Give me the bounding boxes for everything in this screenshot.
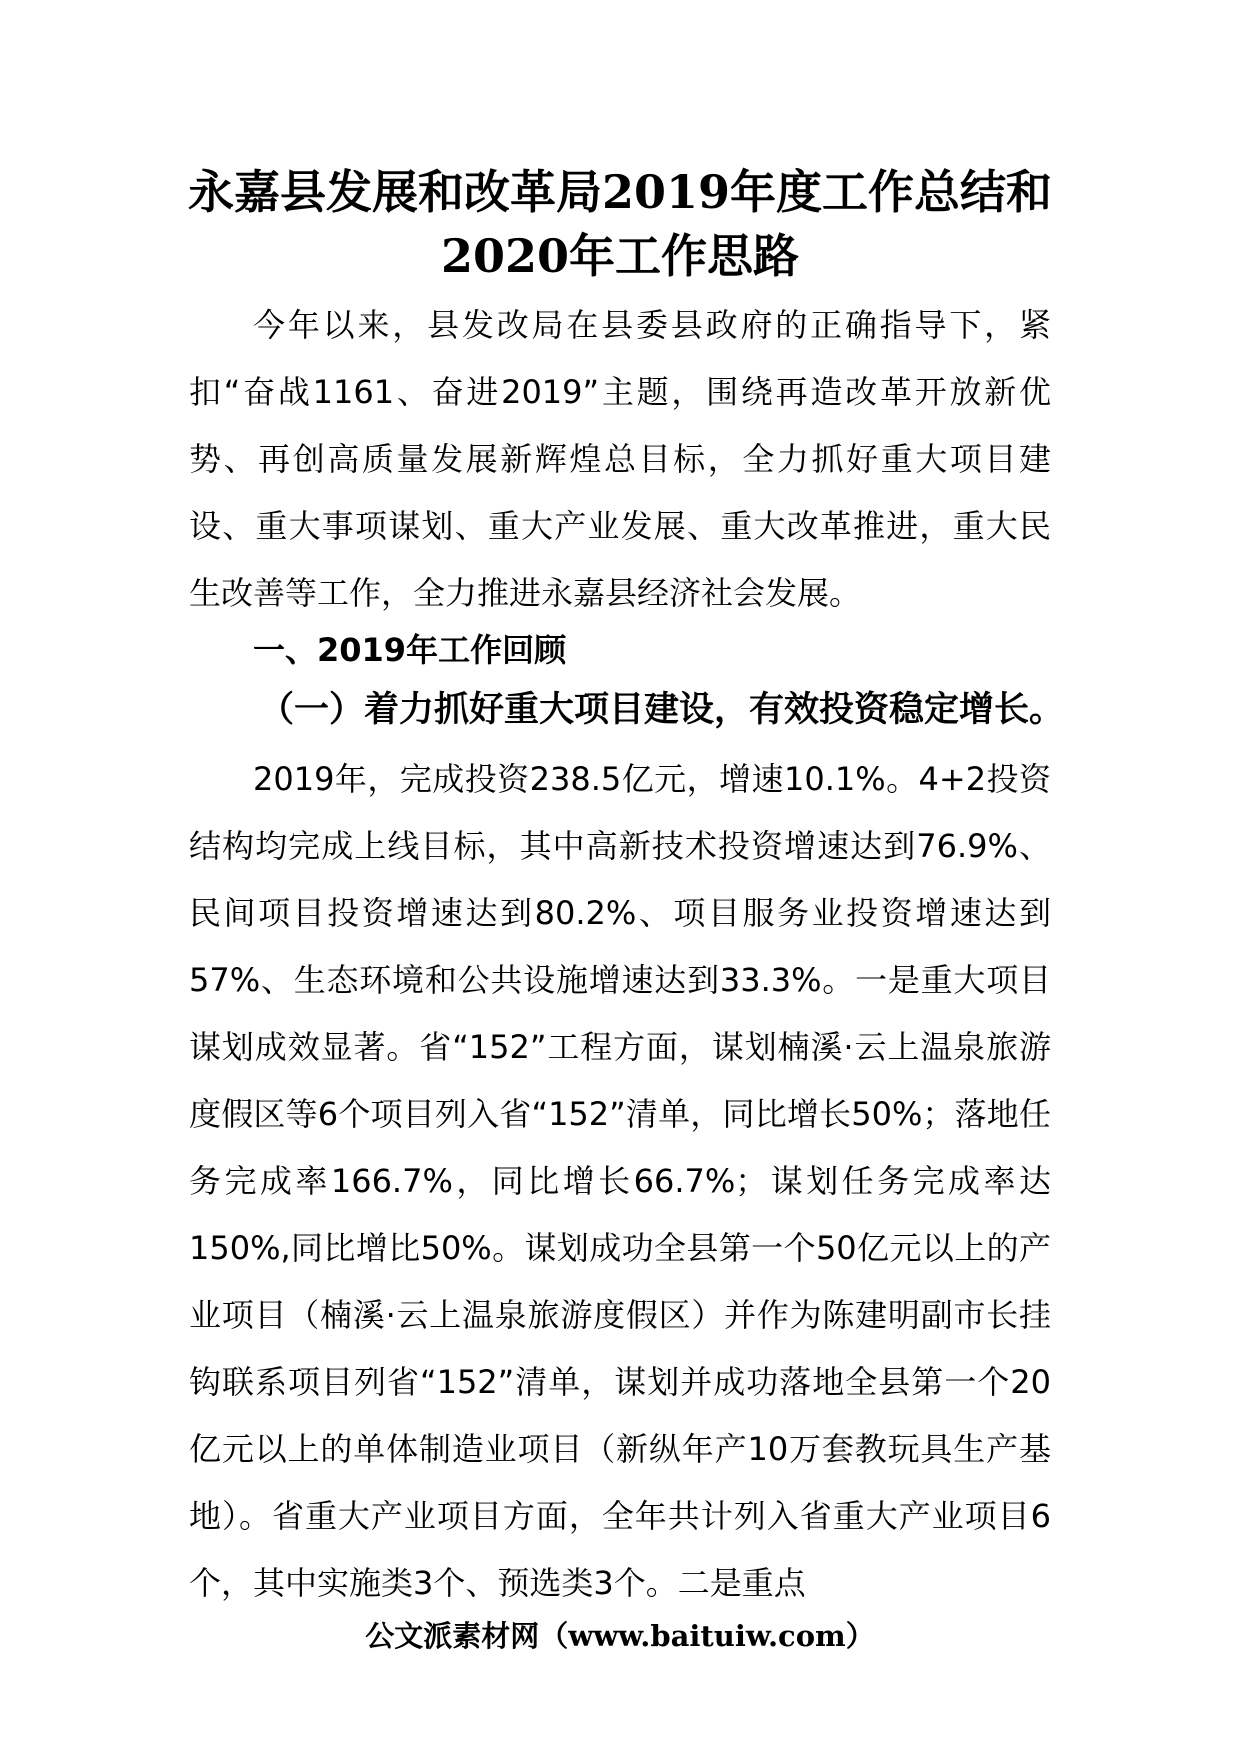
footer-watermark: 公文派素材网（www.baituiw.com）: [365, 1619, 875, 1653]
document-title-line-1: 永嘉县发展和改革局2019年度工作总结和: [187, 165, 1053, 219]
body-paragraph: 2019年，完成投资238.5亿元，增速10.1%。4+2投资结构均完成上线目标，其中高新技术投资增速达到76.9%、民间项目投资增速达到80.2%、项目服务业投资增速达到57%、生态环境和公共设施增速达到33.3%。一是重大项目谋划成效显著。省“152”工程方面，谋划楠溪·云上温泉旅游度假区等6个项目列入省“152”清单，同比增长50%；落地任务完成率166.7%，同比增长66.7%；谋划任务完成率达150%,同比增比50%。谋划成功全县第一个50亿元以上的产业项目（楠溪·云上温泉旅游度假区）并作为陈建明副市长挂钩联系项目列省“152”清单，谋划并成功落地全县第一个20亿元以上的单体制造业项目（新纵年产10万套教玩具生产基地）。省重大产业项目方面，全年共计列入省重大产业项目6个，其中实施类3个、预选类3个。二是重点: [189, 760, 1051, 1602]
section-heading: 一、2019年工作回顾: [253, 631, 567, 669]
document-title-line-2: 2020年工作思路: [440, 229, 800, 283]
intro-paragraph: 今年以来，县发改局在县委县政府的正确指导下，紧扣“奋战1161、奋进2019”主题，围绕再造改革开放新优势、再创高质量发展新辉煌总目标，全力抓好重大项目建设、重大事项谋划、重大产业发展、重大改革推进，重大民生改善等工作，全力推进永嘉县经济社会发展。: [189, 306, 1051, 612]
subsection-heading: （一）着力抓好重大项目建设，有效投资稳定增长。: [259, 690, 1065, 730]
